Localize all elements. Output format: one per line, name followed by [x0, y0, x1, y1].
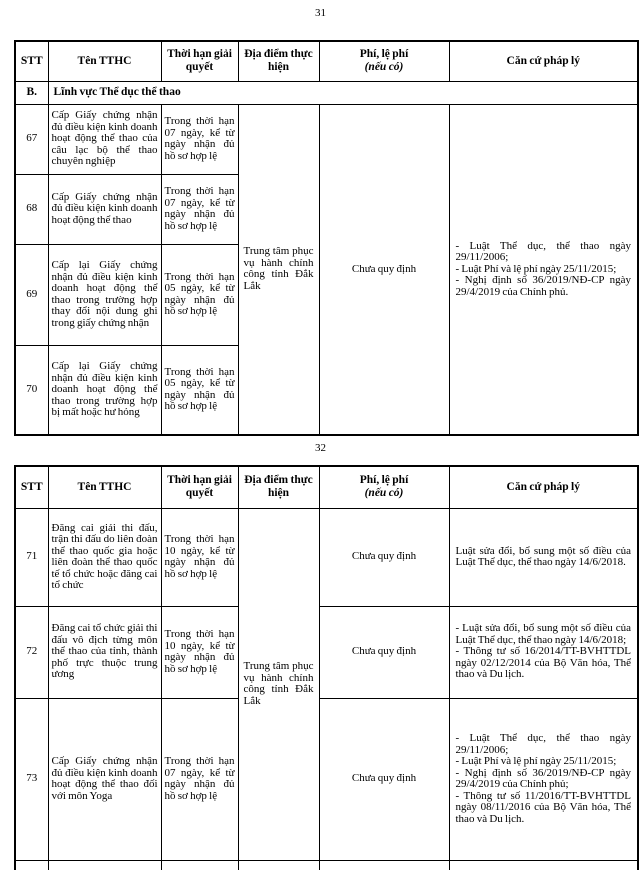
- header-phi: [319, 41, 449, 81]
- procedures-table-page32: [14, 465, 639, 870]
- procedure-name-cell: Cấp lại Giấy chứng nhận đủ điều kiện kinh doanh hoạt động thể thao trong trường hợp thay đổi nội dung ghi trong giấy chứng nhận: [48, 244, 161, 345]
- table-row-72: [15, 606, 638, 698]
- header-ten-tthc: Tên TTHC: [48, 41, 161, 81]
- stt-cell: 71: [15, 508, 48, 606]
- header-ten-tthc: Tên TTHC: [48, 466, 161, 508]
- stt-cell: 67: [15, 104, 48, 174]
- location-cell: Trung tâm phục vụ hành chính công tỉnh Đắk Lắk: [238, 104, 319, 435]
- procedure-name-cell: Đăng cai tổ chức giải thi đấu vô địch từng môn thể thao của tỉnh, thành phố trực thuộc trung ương: [48, 606, 161, 698]
- stt-cell: [15, 860, 48, 870]
- fee-cell: Chưa quy định: [319, 698, 449, 860]
- stt-cell: 72: [15, 606, 48, 698]
- legal-basis-item: - Nghị định số 36/2019/NĐ-CP ngày 29/4/2019 của Chính phủ.: [455, 274, 631, 298]
- deadline-cell: Trong thời hạn 07 ngày, kể từ ngày nhận đủ hồ sơ hợp lệ: [161, 104, 238, 174]
- deadline-cell: [161, 860, 238, 870]
- header-thoi-han: Thời hạn giải quyết: [161, 41, 238, 81]
- legal-basis-item: - Luật Thể dục, thể thao ngày 29/11/2006;: [455, 239, 631, 263]
- table-row-continued-clipped: [15, 860, 638, 870]
- section-title: Lĩnh vực Thể dục thể thao: [48, 81, 638, 104]
- section-stt: B.: [15, 81, 48, 104]
- deadline-cell: Trong thời hạn 07 ngày, kể từ ngày nhận đủ hồ sơ hợp lệ: [161, 698, 238, 860]
- header-can-cu: Căn cứ pháp lý: [449, 466, 638, 508]
- page-number-31: 31: [315, 7, 326, 19]
- stt-cell: 70: [15, 345, 48, 435]
- procedure-name-cell: Cấp lại Giấy chứng nhận đủ điều kiện kinh doanh hoạt động thể thao trong trường hợp bị mất hoặc hư hỏng: [48, 345, 161, 435]
- stt-cell: 73: [15, 698, 48, 860]
- legal-basis-item: - Luật Thể dục, thể thao ngày 29/11/2006;: [455, 732, 631, 756]
- fee-cell: Chưa quy định: [319, 606, 449, 698]
- page-number-32: 32: [315, 442, 326, 454]
- header-stt: STT: [15, 466, 48, 508]
- legal-basis-item: - Luật sửa đổi, bổ sung một số điều của Luật Thể dục, thể thao ngày 14/6/2018;: [455, 622, 631, 646]
- deadline-cell: Trong thời hạn 10 ngày, kể từ ngày nhận đủ hồ sơ hợp lệ: [161, 508, 238, 606]
- header-phi-note: (nếu có): [364, 61, 404, 74]
- legal-basis-item: - Luật Phí và lệ phí ngày 25/11/2015;: [455, 262, 617, 275]
- header-phi-label: Phí, lệ phí: [359, 48, 409, 61]
- header-stt: STT: [15, 41, 48, 81]
- header-can-cu: Căn cứ pháp lý: [449, 41, 638, 81]
- procedure-name-cell: Cấp Giấy chứng nhận đủ điều kiện kinh doanh hoạt động thể thao: [48, 174, 161, 244]
- table-row-67: [15, 104, 638, 174]
- header-phi-note: (nếu có): [364, 487, 404, 500]
- procedure-name-cell: Cấp Giấy chứng nhận đủ điều kiện kinh doanh hoạt động thể thao đối với môn Yoga: [48, 698, 161, 860]
- header-dia-diem: Địa điểm thực hiện: [238, 466, 319, 508]
- deadline-cell: Trong thời hạn 05 ngày, kể từ ngày nhận đủ hồ sơ hợp lệ: [161, 244, 238, 345]
- deadline-cell: Trong thời hạn 07 ngày, kể từ ngày nhận đủ hồ sơ hợp lệ: [161, 174, 238, 244]
- stt-cell: 68: [15, 174, 48, 244]
- procedure-name-cell: Cấp Giấy chứng nhận đủ điều kiện kinh doanh hoạt động thể thao của câu lạc bộ thể thao chuyên nghiệp: [48, 104, 161, 174]
- legal-basis-item: Luật sửa đổi, bổ sung một số điều của Luật Thể dục, thể thao ngày 14/6/2018.: [455, 544, 631, 568]
- table-row-71: [15, 508, 638, 606]
- legal-basis-cell: [449, 860, 638, 870]
- fee-cell: [319, 860, 449, 870]
- fee-cell: Chưa quy định: [319, 508, 449, 606]
- stt-cell: 69: [15, 244, 48, 345]
- location-cell: [238, 860, 319, 870]
- legal-basis-cell: [449, 698, 638, 860]
- table-row-73: [15, 698, 638, 860]
- header-thoi-han: Thời hạn giải quyết: [161, 466, 238, 508]
- deadline-cell: Trong thời hạn 10 ngày, kể từ ngày nhận đủ hồ sơ hợp lệ: [161, 606, 238, 698]
- table-header-row: [15, 466, 638, 508]
- deadline-cell: Trong thời hạn 05 ngày, kể từ ngày nhận đủ hồ sơ hợp lệ: [161, 345, 238, 435]
- location-cell: Trung tâm phục vụ hành chính công tỉnh Đắk Lắk: [238, 508, 319, 860]
- header-phi-label: Phí, lệ phí: [359, 474, 409, 487]
- header-phi: [319, 466, 449, 508]
- header-dia-diem: Địa điểm thực hiện: [238, 41, 319, 81]
- legal-basis-cell: [449, 104, 638, 435]
- section-row: [15, 81, 638, 104]
- table-header-row: [15, 41, 638, 81]
- legal-basis-cell: [449, 508, 638, 606]
- procedure-name-cell: Đăng cai giải thi đấu, trận thi đấu do liên đoàn thể thao quốc gia hoặc liên đoàn thể thao quốc tế tổ chức hoặc đăng cai tổ chức: [48, 508, 161, 606]
- legal-basis-item: - Luật Phí và lệ phí ngày 25/11/2015;: [455, 755, 617, 767]
- procedures-table-page31: [14, 40, 639, 436]
- procedure-name-cell: [48, 860, 161, 870]
- fee-cell: Chưa quy định: [319, 104, 449, 435]
- legal-basis-item: - Nghị định số 36/2019/NĐ-CP ngày 29/4/2019 của Chính phủ;: [455, 766, 631, 790]
- legal-basis-item: - Thông tư số 11/2016/TT-BVHTTDL ngày 08/11/2016 của Bộ Văn hóa, Thể thao và Du lịch.: [455, 789, 631, 825]
- legal-basis-item: - Thông tư số 16/2014/TT-BVHTTDL ngày 02/12/2014 của Bộ Văn hóa, Thể thao và Du lịch.: [455, 645, 631, 681]
- legal-basis-cell: [449, 606, 638, 698]
